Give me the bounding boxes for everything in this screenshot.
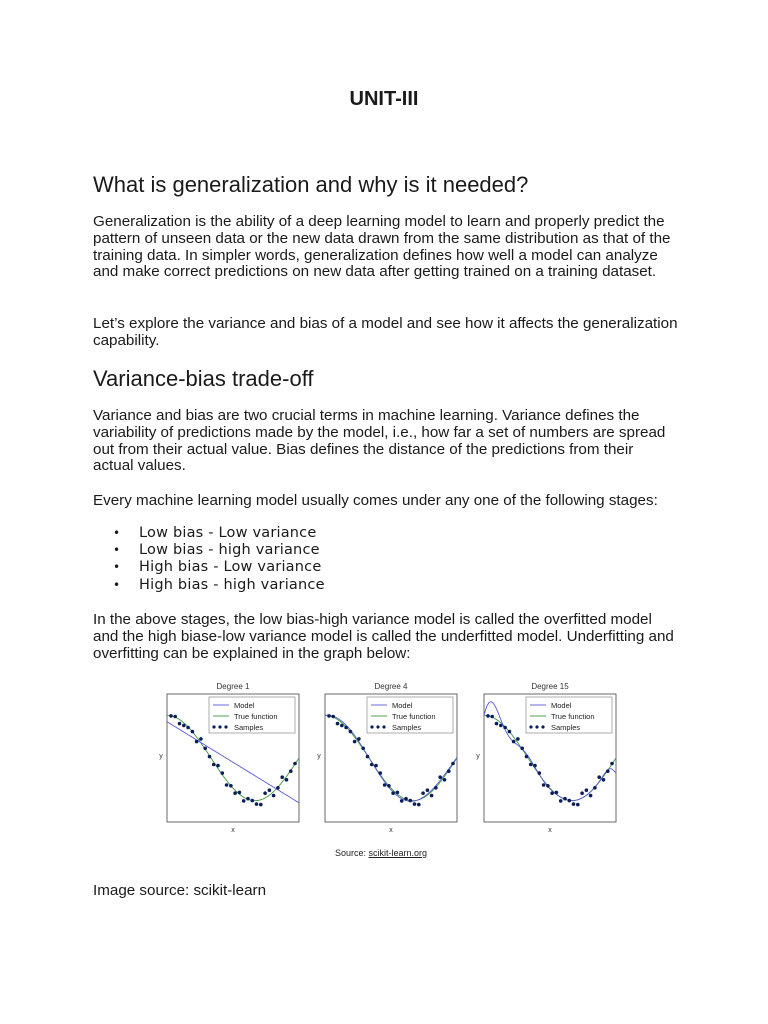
sample-point xyxy=(203,747,207,751)
sample-point xyxy=(331,715,335,719)
sample-point xyxy=(285,778,289,782)
sample-point xyxy=(340,724,344,728)
plot-panel xyxy=(317,682,457,834)
list-item: • Low bias - high variance xyxy=(113,542,325,559)
sample-point xyxy=(520,747,524,751)
sample-point xyxy=(208,755,212,759)
x-axis-label: x xyxy=(548,827,552,834)
sample-point xyxy=(216,764,220,768)
sample-point xyxy=(434,786,438,790)
source-link[interactable]: scikit-learn.org xyxy=(368,848,428,858)
panel-title: Degree 1 xyxy=(216,682,250,691)
sample-point xyxy=(546,784,550,788)
sample-point xyxy=(379,771,383,775)
sample-point xyxy=(529,763,533,767)
paragraph-explore: Let’s explore the variance and bias of a model and see how it affects the generalization capability. xyxy=(93,315,678,349)
sample-point xyxy=(186,726,190,730)
sample-point xyxy=(391,791,395,795)
sample-point xyxy=(576,803,580,807)
sample-point xyxy=(550,791,554,795)
stages-list xyxy=(113,525,325,594)
legend-label: Model xyxy=(551,701,572,710)
heading-variance-bias: Variance-bias trade-off xyxy=(93,366,314,391)
legend-swatch xyxy=(535,725,538,728)
sample-point xyxy=(374,764,378,768)
sample-point xyxy=(499,724,503,728)
sample-point xyxy=(525,755,529,759)
legend-swatch xyxy=(382,725,385,728)
sample-point xyxy=(438,775,442,779)
sample-point xyxy=(357,737,361,741)
legend-swatch xyxy=(541,725,544,728)
x-axis-label: x xyxy=(231,827,235,834)
sample-point xyxy=(555,791,559,795)
sample-point xyxy=(597,775,601,779)
legend-swatch xyxy=(376,725,379,728)
sample-point xyxy=(580,791,584,795)
sample-point xyxy=(606,769,610,773)
list-item: • High bias - Low variance xyxy=(113,559,325,576)
sample-point xyxy=(451,762,455,766)
sample-point xyxy=(421,791,425,795)
sample-point xyxy=(409,799,413,803)
legend-label: True function xyxy=(234,712,278,721)
paragraph-overfit-underfit: In the above stages, the low bias-high variance model is called the overfitted model and the high biase-low variance model is called the underfitted model. Underfitting and overfitting can be explained in the graph below: xyxy=(93,611,674,662)
sample-point xyxy=(276,786,280,790)
legend-swatch xyxy=(224,725,227,728)
sample-point xyxy=(503,726,507,730)
sample-point xyxy=(268,788,272,792)
sample-point xyxy=(572,802,576,806)
sample-point xyxy=(272,794,276,798)
x-axis-label: x xyxy=(389,827,393,834)
sample-point xyxy=(178,722,182,726)
sample-point xyxy=(602,778,606,782)
sample-point xyxy=(538,771,542,775)
legend-label: Samples xyxy=(234,723,264,732)
sample-point xyxy=(495,722,499,726)
sample-point xyxy=(191,730,195,734)
legend-label: Samples xyxy=(551,723,581,732)
sample-point xyxy=(533,764,537,768)
legend-swatch xyxy=(218,725,221,728)
sample-point xyxy=(490,715,494,719)
panel-title: Degree 15 xyxy=(531,682,569,691)
sample-point xyxy=(366,755,370,759)
sample-point xyxy=(387,784,391,788)
sample-point xyxy=(289,769,293,773)
legend-swatch xyxy=(529,725,532,728)
paragraph-generalization-definition: Generalization is the ability of a deep learning model to learn and properly predict the pattern of unseen data or the new data drawn from the same distribution as that of the training data. In simpler words, generalization defines how well a model can analyze and make correct predictions on new data after getting trained on a training dataset. xyxy=(93,213,671,281)
sample-point xyxy=(246,797,250,801)
sample-point xyxy=(293,762,297,766)
source-prefix: Source: xyxy=(335,848,369,858)
legend-label: Model xyxy=(392,701,413,710)
sample-point xyxy=(559,799,563,803)
sample-point xyxy=(242,799,246,803)
sample-point xyxy=(353,740,357,744)
legend-swatch xyxy=(212,725,215,728)
panel-title: Degree 4 xyxy=(374,682,408,691)
sample-point xyxy=(212,763,216,767)
figure-source xyxy=(335,848,427,858)
sample-point xyxy=(447,769,451,773)
sample-point xyxy=(486,714,490,718)
list-item: • Low bias - Low variance xyxy=(113,525,325,542)
sample-point xyxy=(426,788,430,792)
sample-point xyxy=(259,803,263,807)
sample-point xyxy=(400,799,404,803)
sample-point xyxy=(169,714,173,718)
legend-swatch xyxy=(370,725,373,728)
sample-point xyxy=(370,763,374,767)
sample-point xyxy=(443,778,447,782)
y-axis-label: y xyxy=(476,753,480,760)
sample-point xyxy=(589,794,593,798)
sample-point xyxy=(251,799,255,803)
sample-point xyxy=(173,715,177,719)
sample-point xyxy=(225,783,229,787)
sample-point xyxy=(404,797,408,801)
legend-label: True function xyxy=(392,712,436,721)
sample-point xyxy=(221,771,225,775)
sample-point xyxy=(327,714,331,718)
sample-point xyxy=(280,775,284,779)
sample-point xyxy=(383,783,387,787)
image-source-caption: Image source: scikit-learn xyxy=(93,882,267,899)
sample-point xyxy=(344,726,348,730)
legend-label: True function xyxy=(551,712,595,721)
sample-point xyxy=(568,799,572,803)
paragraph-variance-bias-definition: Variance and bias are two crucial terms in machine learning. Variance defines the variability of predictions made by the model, i.e., how far a set of numbers are spread out from their actual value. Bias defines the distance of the predictions from their actual values. xyxy=(93,407,666,475)
sample-point xyxy=(417,803,421,807)
paragraph-stages-intro: Every machine learning model usually comes under any one of the following stages: xyxy=(93,492,658,509)
sample-point xyxy=(585,788,589,792)
sample-point xyxy=(542,783,546,787)
sample-point xyxy=(263,791,267,795)
legend-label: Model xyxy=(234,701,255,710)
plot-panel xyxy=(476,682,616,834)
heading-generalization: What is generalization and why is it needed? xyxy=(93,172,529,197)
sample-point xyxy=(563,797,567,801)
sample-point xyxy=(512,740,516,744)
sample-point xyxy=(413,802,417,806)
sample-point xyxy=(199,737,203,741)
unit-title: UNIT-III xyxy=(349,88,419,110)
sample-point xyxy=(516,737,520,741)
sample-point xyxy=(233,791,237,795)
legend-label: Samples xyxy=(392,723,422,732)
sample-point xyxy=(508,730,512,734)
y-axis-label: y xyxy=(317,753,321,760)
sample-point xyxy=(361,747,365,751)
y-axis-label: y xyxy=(159,753,163,760)
list-item: • High bias - high variance xyxy=(113,577,325,594)
fitting-figure xyxy=(160,678,626,863)
sample-point xyxy=(430,794,434,798)
sample-point xyxy=(396,791,400,795)
sample-point xyxy=(610,762,614,766)
sample-point xyxy=(349,730,353,734)
plot-panel xyxy=(159,682,299,834)
sample-point xyxy=(238,791,242,795)
sample-point xyxy=(255,802,259,806)
sample-point xyxy=(336,722,340,726)
sample-point xyxy=(593,786,597,790)
sample-point xyxy=(195,740,199,744)
sample-point xyxy=(182,724,186,728)
sample-point xyxy=(229,784,233,788)
